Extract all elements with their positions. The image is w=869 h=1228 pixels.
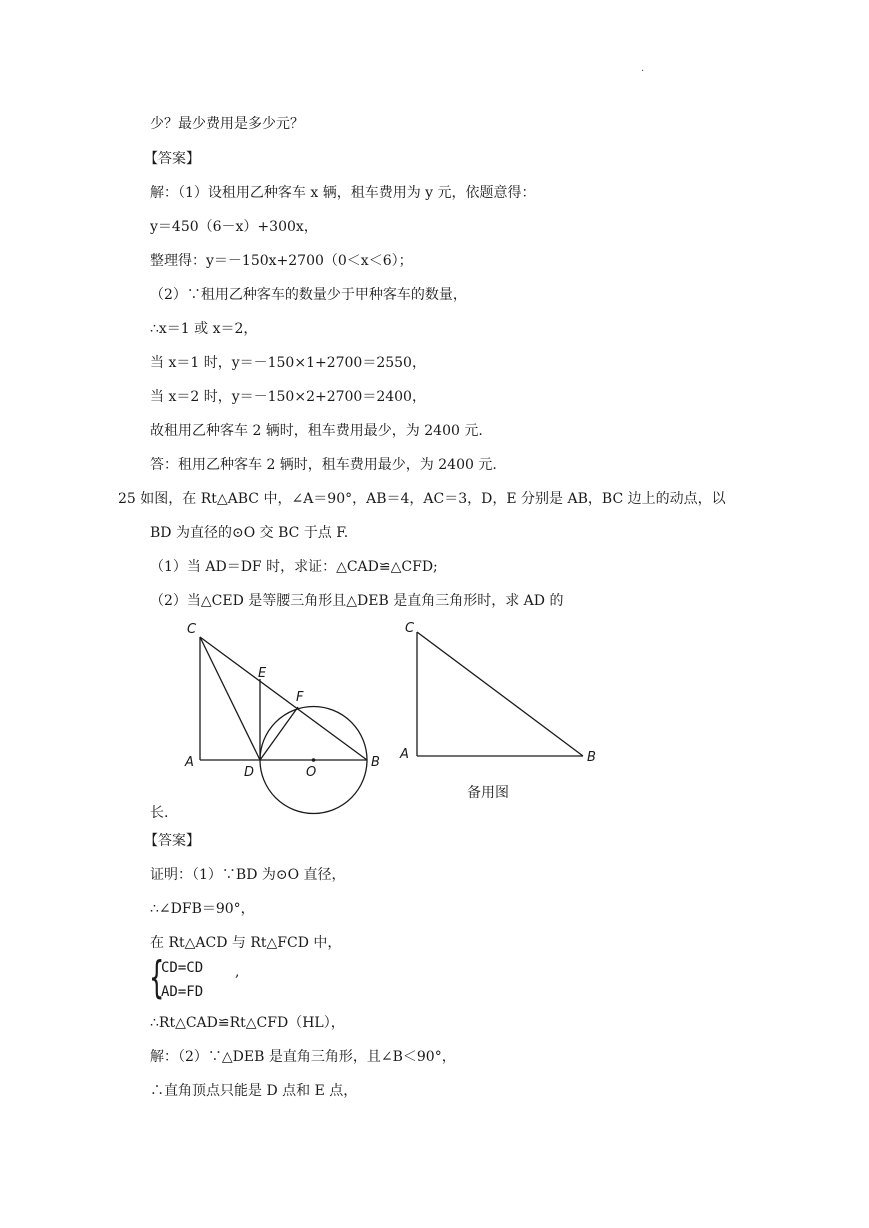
text-line-l7: ∴x＝1 或 x＝2， <box>150 321 258 337</box>
left-brace: { <box>149 952 165 1003</box>
text-line-l16: 长. <box>150 805 169 821</box>
label-D: D <box>244 765 255 780</box>
label-C: C <box>187 622 197 637</box>
text-line-l5: 整理得：y＝－150x+2700（0＜x＜6）； <box>150 253 413 269</box>
text-line-l20: 在 Rt△ACD 与 Rt△FCD 中， <box>150 935 342 951</box>
text-line-l6: （2）∵租用乙种客车的数量少于甲种客车的数量， <box>150 287 467 303</box>
equation-row-2: AD=FD <box>161 984 204 1000</box>
text-line-l8: 当 x＝1 时，y＝－150×1+2700＝2550， <box>150 355 426 371</box>
page-mark: · <box>641 66 645 77</box>
spare-label-B: B <box>587 750 596 765</box>
equation-system <box>149 952 269 1004</box>
text-line-l11: 答：租用乙种客车 2 辆时，租车费用最少，为 2400 元. <box>150 457 497 473</box>
text-line-l2: 【答案】 <box>144 151 200 167</box>
figure-triangle-circle <box>180 615 395 815</box>
equation-comma: , <box>235 964 240 980</box>
label-E: E <box>258 666 267 681</box>
text-line-l12: 25 如图，在 Rt△ABC 中，∠A＝90°，AB＝4，AC＝3，D，E 分别是 AB，BC 边上的动点，以 <box>118 491 726 507</box>
figure-spare-triangle <box>395 615 610 775</box>
spare-figure-caption: 备用图 <box>467 785 509 801</box>
spare-label-C: C <box>405 621 415 636</box>
spare-label-A: A <box>400 747 409 762</box>
label-O: O <box>306 765 317 780</box>
label-B: B <box>371 755 380 770</box>
text-line-l23: ∴直角顶点只能是 D 点和 E 点， <box>150 1083 358 1099</box>
text-line-l21: ∴Rt△CAD≌Rt△CFD（HL）， <box>150 1015 345 1031</box>
text-line-l3: 解：（1）设租用乙种客车 x 辆，租车费用为 y 元，依题意得： <box>150 185 536 201</box>
equation-row-1: CD=CD <box>161 960 204 976</box>
text-line-l9: 当 x＝2 时，y＝－150×2+2700＝2400， <box>150 389 426 405</box>
label-F: F <box>296 690 304 705</box>
text-line-l19: ∴∠DFB＝90°， <box>150 901 255 917</box>
text-line-l22: 解：（2）∵△DEB 是直角三角形，且∠B＜90°， <box>150 1049 456 1065</box>
text-line-l4: y＝450（6－x）+300x， <box>150 219 318 235</box>
text-line-l14: （1）当 AD＝DF 时，求证：△CAD≌△CFD; <box>150 559 438 575</box>
text-line-l17: 【答案】 <box>144 833 200 849</box>
text-line-l1: 少？最少费用是多少元？ <box>150 116 304 132</box>
label-A: A <box>185 755 194 770</box>
text-line-l18: 证明：（1）∵BD 为⊙O 直径， <box>150 867 346 883</box>
text-line-l10: 故租用乙种客车 2 辆时，租车费用最少，为 2400 元. <box>150 423 483 439</box>
text-line-l13: BD 为直径的⊙O 交 BC 于点 F. <box>150 525 349 541</box>
text-line-l15: （2）当△CED 是等腰三角形且△DEB 是直角三角形时，求 AD 的 <box>150 593 564 609</box>
